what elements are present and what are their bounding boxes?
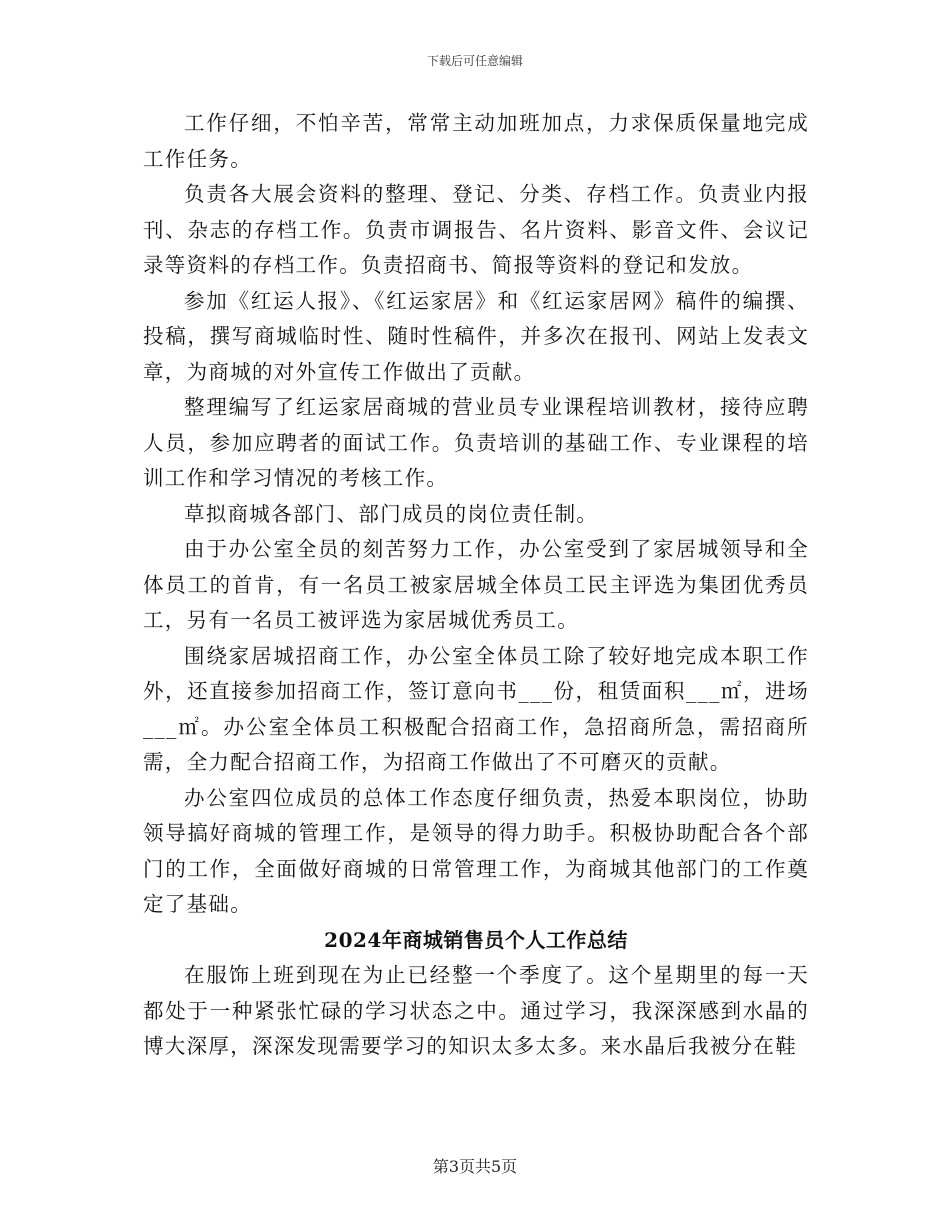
- paragraph-6: 由于办公室全员的刻苦努力工作，办公室受到了家居城领导和全体员工的首肯，有一名员工被家居城全体员工民主评选为集团优秀员工，另有一名员工被评选为家居城优秀员工。: [143, 537, 809, 632]
- page-footer: 第3页共5页: [432, 1157, 518, 1176]
- paragraph-1: 工作仔细，不怕辛苦，常常主动加班加点，力求保质保量地完成工作任务。: [143, 111, 809, 171]
- paragraph-3: 参加《红运人报》、《红运家居》和《红运家居网》稿件的编撰、投稿，撰写商城临时性、随时性稿件，并多次在报刊、网站上发表文章，为商城的对外宣传工作做出了贡献。: [143, 288, 809, 384]
- section-title: 2024年商城销售员个人工作总结: [324, 927, 628, 952]
- paragraph-8: 办公室四位成员的总体工作态度仔细负责，热爱本职岗位，协助领导搞好商城的管理工作，是领导的得力助手。积极协助配合各个部门的工作，全面做好商城的日常管理工作，为商城其他部门的工作奠定了基础。: [143, 785, 809, 916]
- page-header: 下载后可任意编辑: [426, 54, 523, 68]
- paragraph-2: 负责各大展会资料的整理、登记、分类、存档工作。负责业内报刊、杂志的存档工作。负责市调报告、名片资料、影音文件、会议记录等资料的存档工作。负责招商书、简报等资料的登记和发放。: [143, 182, 809, 277]
- document-body: [143, 106, 809, 1065]
- paragraph-7: 围绕家居城招商工作，办公室全体员工除了较好地完成本职工作外，还直接参加招商工作，签订意向书___份，租赁面积___㎡，进场___㎡。办公室全体员工积极配合招商工作，急招商所急，需招商所需，全力配合招商工作，为招商工作做出了不可磨灭的贡献。: [143, 643, 809, 774]
- paragraph-9: 在服饰上班到现在为止已经整一个季度了。这个星期里的每一天都处于一种紧张忙碌的学习状态之中。通过学习，我深深感到水晶的博大深厚，深深发现需要学习的知识太多太多。来水晶后我被分在鞋: [143, 963, 809, 1058]
- paragraph-5: 草拟商城各部门、部门成员的岗位责任制。: [184, 501, 599, 526]
- paragraph-4: 整理编写了红运家居商城的营业员专业课程培训教材，接待应聘人员，参加应聘者的面试工作。负责培训的基础工作、专业课程的培训工作和学习情况的考核工作。: [143, 395, 809, 490]
